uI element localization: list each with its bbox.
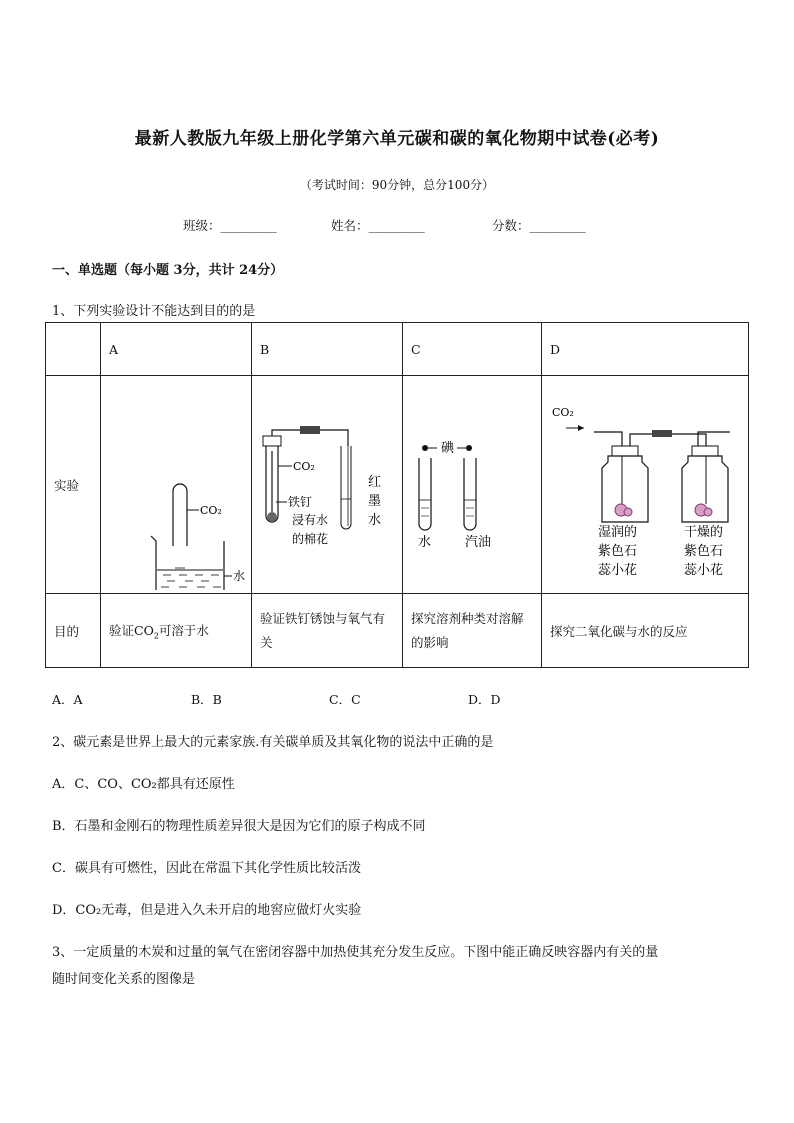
purpose-c: 探究溶剂种类对溶解的影响 [403,594,542,668]
score-field-label: 分数：_________ [492,218,586,233]
purpose-row [46,594,749,668]
figure-d-gas-label: CO₂ [552,406,574,419]
experiment-row [46,376,749,594]
q2-option-d[interactable]: D．CO₂无毒，但是进入久未开启的地窖应做灯火实验 [52,903,362,918]
figure-c-gasoline-label: 汽油 [465,535,492,550]
figure-b-ink-label-2: 墨 [368,494,382,509]
q1-option-b[interactable]: B．B [191,692,222,707]
figure-b-nail-label: 铁钉 [288,495,313,509]
question-1-stem: 1、下列实验设计不能达到目的的是 [52,304,256,319]
q2-option-b[interactable]: B．石墨和金刚石的物理性质差异很大是因为它们的原子构成不同 [52,819,426,834]
figure-d-cell [542,376,749,594]
purpose-d: 探究二氧化碳与水的反应 [542,594,749,668]
figure-d-right-label-3: 蕊小花 [684,563,724,578]
figure-c-cell [403,376,542,594]
q1-option-a[interactable]: A．A [52,692,83,707]
figure-a-gas-label: CO₂ [200,504,222,517]
question-3-stem-line-1: 3、一定质量的木炭和过量的氧气在密闭容器中加热使其充分发生反应。下图中能正确反映容器内有关的量 [52,945,659,960]
figure-d-left-label-1: 湿润的 [598,525,638,540]
q1-option-c[interactable]: C．C [329,692,361,707]
figure-d-left-label-2: 紫色石 [598,544,638,559]
figure-c-iodine-label: 碘 [441,441,455,456]
purpose-a-post: 可溶于水 [158,622,209,638]
figure-b-cell [252,376,403,594]
q2-option-a[interactable]: A．C、CO、CO₂都具有还原性 [52,777,235,792]
experiment-table [45,322,749,668]
page-title: 最新人教版九年级上册化学第六单元碳和碳的氧化物期中试卷(必考) [134,129,660,149]
figure-b-ink-label-3: 水 [368,513,382,528]
purpose-a-pre: 验证CO [109,622,154,638]
q2-option-c[interactable]: C．碳具有可燃性，因此在常温下其化学性质比较活泼 [52,861,361,876]
purpose-b: 验证铁钉锈蚀与氧气有关 [252,594,403,668]
figure-a-water-label: 水 [233,569,246,583]
figure-a-beaker-diagram [101,376,251,590]
q1-option-d[interactable]: D．D [468,692,501,707]
row-label-experiment: 实验 [46,376,101,594]
figure-b-cotton-label-2: 的棉花 [292,532,329,546]
purpose-a-subscript: 2 [153,631,159,641]
header-b: B [252,323,403,376]
header-d: D [542,323,749,376]
question-3-stem-line-2: 随时间变化关系的图像是 [52,972,196,987]
header-empty-cell [46,323,101,376]
figure-d-flower-diagram [542,376,748,590]
header-a: A [101,323,252,376]
figure-d-left-label-3: 蕊小花 [598,563,638,578]
figure-d-right-label-1: 干燥的 [684,525,724,540]
purpose-a [101,594,252,668]
figure-a-cell [101,376,252,594]
question-2-stem: 2、碳元素是世界上最大的元素家族.有关碳单质及其氧化物的说法中正确的是 [52,735,494,750]
figure-b-gas-label: CO₂ [293,460,315,473]
class-field-label: 班级：_________ [183,218,277,233]
figure-d-right-label-2: 紫色石 [684,544,724,559]
exam-subtitle: （考试时间：90分钟，总分100分） [299,178,495,192]
header-c: C [403,323,542,376]
section-heading: 一、单选题（每小题 3分，共计 24分） [52,263,284,278]
figure-b-nail-diagram [252,376,402,590]
figure-c-water-label: 水 [418,535,432,550]
figure-b-cotton-label-1: 浸有水 [292,513,329,527]
name-field-label: 姓名：_________ [331,218,425,233]
figure-b-ink-label-1: 红 [368,475,382,490]
table-header-row [46,323,749,376]
row-label-purpose: 目的 [46,594,101,668]
figure-c-iodine-diagram [403,376,541,590]
